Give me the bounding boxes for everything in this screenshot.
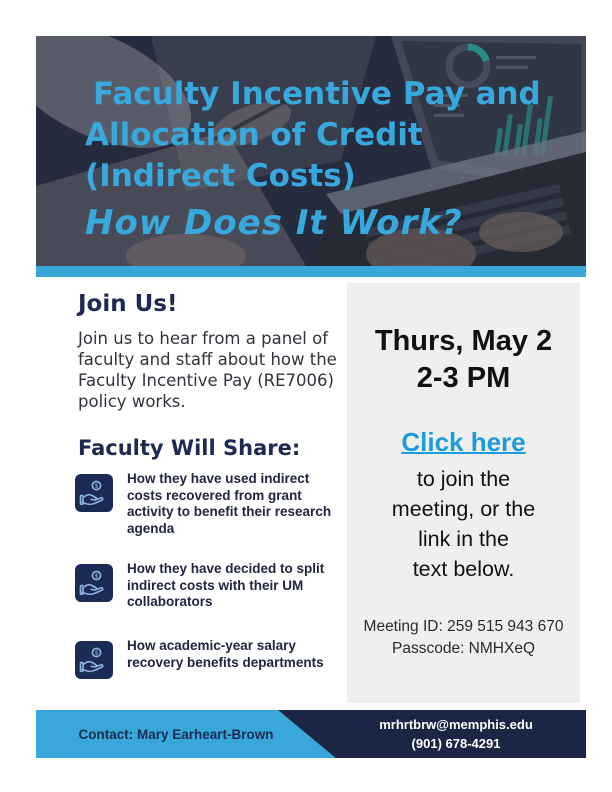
title-line: Allocation of Credit [85, 117, 423, 153]
meeting-info [347, 616, 580, 660]
click-here-link[interactable]: Click here [401, 427, 526, 457]
contact-label: Contact: Mary Earheart-Brown [78, 726, 274, 742]
bullet-item [75, 561, 339, 611]
caption-line: to join the [416, 467, 511, 491]
event-time: 2-3 PM [416, 362, 511, 394]
hand-coin-icon [75, 641, 113, 679]
link-caption [347, 464, 580, 584]
event-panel [347, 283, 580, 703]
bullet-item [75, 471, 339, 537]
bullet-item [75, 638, 339, 679]
header-title [85, 74, 541, 244]
join-us-heading: Join Us! [78, 291, 178, 317]
bullet-text: How academic-year salary recovery benefits departments [127, 638, 324, 670]
contact-phone: (901) 678-4291 [411, 736, 501, 751]
hand-coin-icon [75, 474, 113, 512]
passcode: Passcode: NMHXeQ [392, 640, 535, 657]
accent-divider-bar [36, 266, 586, 277]
footer [36, 710, 586, 758]
title-line: Faculty Incentive Pay and [93, 76, 541, 112]
meeting-id: Meeting ID: 259 515 943 670 [363, 618, 564, 635]
caption-line: text below. [412, 557, 515, 581]
title-tagline: How Does It Work? [85, 203, 463, 243]
caption-line: link in the [418, 527, 509, 551]
header-photo [36, 36, 586, 266]
contact-email: mrhrtbrw@memphis.edu [379, 717, 533, 732]
event-date: Thurs, May 2 [374, 325, 553, 357]
bullet-text: How they have decided to split indirect costs with their UM collaborators [127, 561, 325, 609]
faculty-share-heading: Faculty Will Share: [78, 436, 301, 460]
caption-line: meeting, or the [391, 497, 536, 521]
join-us-paragraph: Join us to hear from a panel of faculty and staff about how the Faculty Incentive Pay (RE7006) policy works. [78, 329, 337, 411]
hand-coin-icon [75, 564, 113, 602]
title-line: (Indirect Costs) [85, 158, 356, 194]
footer-contact-details [336, 710, 576, 758]
bullet-text: How they have used indirect costs recovered from grant activity to benefit their research agenda [127, 471, 332, 536]
